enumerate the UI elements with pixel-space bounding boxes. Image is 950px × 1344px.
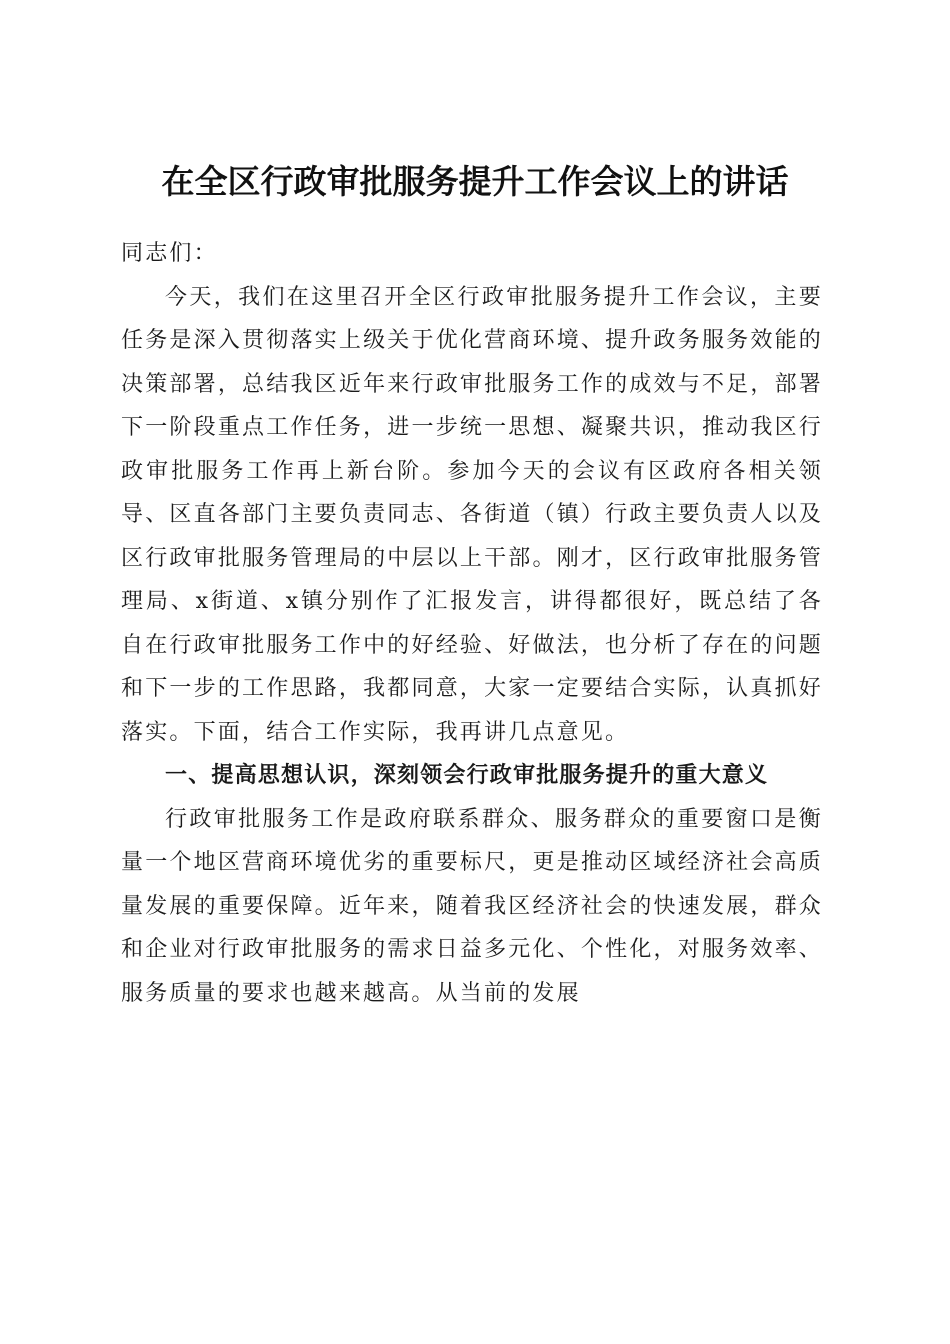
page-title: 在全区行政审批服务提升工作会议上的讲话 — [161, 162, 789, 202]
section-heading: 一、提高思想认识，深刻领会行政审批服务提升的重大意义 — [165, 763, 769, 788]
document-body — [121, 232, 823, 1015]
section-paragraph: 行政审批服务工作是政府联系群众、服务群众的重要窗口是衡量一个地区营商环境优劣的重要标尺，更是推动区域经济社会高质量发展的重要保障。近年来，随着我区经济社会的快速发展，群众和企业对行政审批服务的需求日益多元化、个性化，对服务效率、服务质量的要求也越来越高。从当前的发展 — [121, 806, 823, 1006]
opening-paragraph: 今天，我们在这里召开全区行政审批服务提升工作会议，主要任务是深入贯彻落实上级关于优化营商环境、提升政务服务效能的决策部署，总结我区近年来行政审批服务工作的成效与不足，部署下一阶段重点工作任务，进一步统一思想、凝聚共识，推动我区行政审批服务工作再上新台阶。参加今天的会议有区政府各相关领导、区直各部门主要负责同志、各街道（镇）行政主要负责人以及区行政审批服务管理局的中层以上干部。刚才，区行政审批服务管理局、x街道、x镇分别作了汇报发言，讲得都很好，既总结了各自在行政审批服务工作中的好经验、好做法，也分析了存在的问题和下一步的工作思路，我都同意，大家一定要结合实际，认真抓好落实。下面，结合工作实际，我再讲几点意见。 — [121, 284, 823, 745]
salutation: 同志们： — [121, 241, 218, 266]
